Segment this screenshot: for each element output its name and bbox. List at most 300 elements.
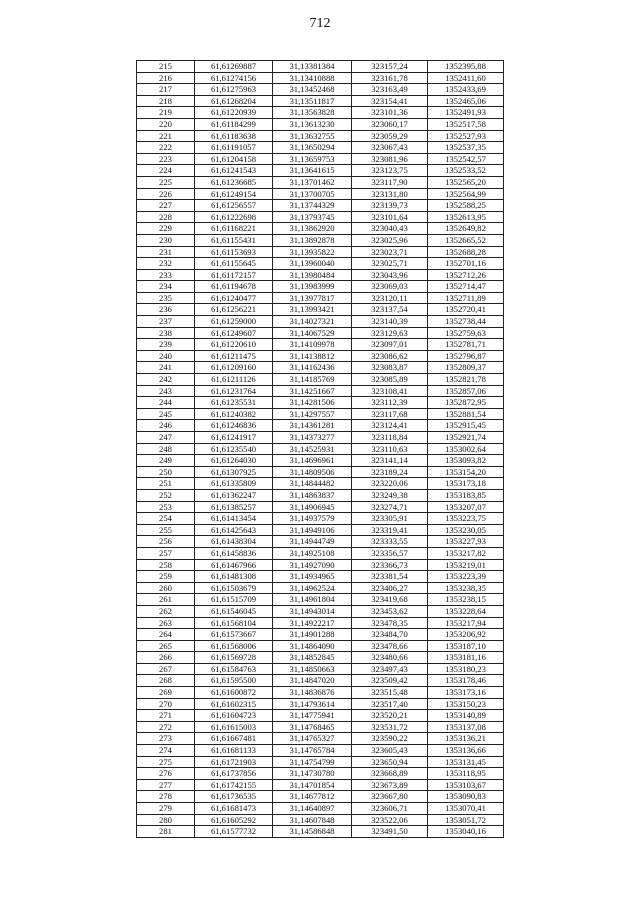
table-row <box>137 791 504 803</box>
x-coordinate-cell: 323157,24 <box>352 61 428 73</box>
y-coordinate-cell: 1353137,08 <box>428 721 504 733</box>
latitude-cell: 61,61600872 <box>195 687 273 699</box>
latitude-cell: 61,61425643 <box>195 524 273 536</box>
point-number-cell: 218 <box>137 95 195 107</box>
longitude-cell: 31,14754799 <box>273 756 352 768</box>
longitude-cell: 31,14906945 <box>273 501 352 513</box>
latitude-cell: 61,61307925 <box>195 466 273 478</box>
x-coordinate-cell: 323085,89 <box>352 374 428 386</box>
x-coordinate-cell: 323189,24 <box>352 466 428 478</box>
x-coordinate-cell: 323097,01 <box>352 339 428 351</box>
table-row <box>137 432 504 444</box>
x-coordinate-cell: 323478,66 <box>352 640 428 652</box>
latitude-cell: 61,61362247 <box>195 489 273 501</box>
x-coordinate-cell: 323139,73 <box>352 200 428 212</box>
table-row <box>137 107 504 119</box>
point-number-cell: 239 <box>137 339 195 351</box>
longitude-cell: 31,13641615 <box>273 165 352 177</box>
x-coordinate-cell: 323497,43 <box>352 663 428 675</box>
latitude-cell: 61,61737856 <box>195 768 273 780</box>
longitude-cell: 31,14109978 <box>273 339 352 351</box>
point-number-cell: 253 <box>137 501 195 513</box>
table-row <box>137 374 504 386</box>
point-number-cell: 266 <box>137 652 195 664</box>
longitude-cell: 31,14701854 <box>273 779 352 791</box>
y-coordinate-cell: 1353150,23 <box>428 698 504 710</box>
x-coordinate-cell: 323023,71 <box>352 246 428 258</box>
latitude-cell: 61,61172157 <box>195 269 273 281</box>
point-number-cell: 251 <box>137 478 195 490</box>
latitude-cell: 61,61184299 <box>195 118 273 130</box>
y-coordinate-cell: 1352759,63 <box>428 327 504 339</box>
longitude-cell: 31,14067529 <box>273 327 352 339</box>
y-coordinate-cell: 1352542,57 <box>428 153 504 165</box>
point-number-cell: 228 <box>137 211 195 223</box>
point-number-cell: 243 <box>137 385 195 397</box>
latitude-cell: 61,61191057 <box>195 142 273 154</box>
point-number-cell: 258 <box>137 559 195 571</box>
table-row <box>137 466 504 478</box>
point-number-cell: 277 <box>137 779 195 791</box>
table-row <box>137 640 504 652</box>
x-coordinate-cell: 323124,41 <box>352 420 428 432</box>
longitude-cell: 31,14138812 <box>273 350 352 362</box>
table-row <box>137 756 504 768</box>
point-number-cell: 260 <box>137 582 195 594</box>
table-row <box>137 559 504 571</box>
y-coordinate-cell: 1353187,10 <box>428 640 504 652</box>
point-number-cell: 252 <box>137 489 195 501</box>
latitude-cell: 61,61274156 <box>195 72 273 84</box>
table-row <box>137 61 504 73</box>
table-row <box>137 316 504 328</box>
x-coordinate-cell: 323274,71 <box>352 501 428 513</box>
y-coordinate-cell: 1352921,74 <box>428 432 504 444</box>
longitude-cell: 31,13659753 <box>273 153 352 165</box>
longitude-cell: 31,14927090 <box>273 559 352 571</box>
y-coordinate-cell: 1353103,67 <box>428 779 504 791</box>
latitude-cell: 61,61168221 <box>195 223 273 235</box>
latitude-cell: 61,61615003 <box>195 721 273 733</box>
y-coordinate-cell: 1353136,66 <box>428 745 504 757</box>
point-number-cell: 219 <box>137 107 195 119</box>
y-coordinate-cell: 1352711,89 <box>428 292 504 304</box>
table-row <box>137 513 504 525</box>
x-coordinate-cell: 323123,75 <box>352 165 428 177</box>
latitude-cell: 61,61256221 <box>195 304 273 316</box>
latitude-cell: 61,61569728 <box>195 652 273 664</box>
point-number-cell: 268 <box>137 675 195 687</box>
y-coordinate-cell: 1352915,45 <box>428 420 504 432</box>
table-row <box>137 72 504 84</box>
table-row <box>137 547 504 559</box>
y-coordinate-cell: 1353118,95 <box>428 768 504 780</box>
x-coordinate-cell: 323043,96 <box>352 269 428 281</box>
longitude-cell: 31,13410888 <box>273 72 352 84</box>
x-coordinate-cell: 323137,54 <box>352 304 428 316</box>
longitude-cell: 31,14765784 <box>273 745 352 757</box>
table-row <box>137 246 504 258</box>
table-row <box>137 687 504 699</box>
latitude-cell: 61,61275963 <box>195 84 273 96</box>
point-number-cell: 240 <box>137 350 195 362</box>
x-coordinate-cell: 323101,64 <box>352 211 428 223</box>
longitude-cell: 31,14730780 <box>273 768 352 780</box>
table-row <box>137 663 504 675</box>
table-row <box>137 675 504 687</box>
table-row <box>137 779 504 791</box>
y-coordinate-cell: 1352588,25 <box>428 200 504 212</box>
table-row <box>137 223 504 235</box>
table-row <box>137 211 504 223</box>
latitude-cell: 61,61155431 <box>195 234 273 246</box>
x-coordinate-cell: 323161,78 <box>352 72 428 84</box>
latitude-cell: 61,61605292 <box>195 814 273 826</box>
point-number-cell: 265 <box>137 640 195 652</box>
point-number-cell: 247 <box>137 432 195 444</box>
table-row <box>137 571 504 583</box>
y-coordinate-cell: 1352712,26 <box>428 269 504 281</box>
y-coordinate-cell: 1353228,64 <box>428 605 504 617</box>
point-number-cell: 280 <box>137 814 195 826</box>
point-number-cell: 262 <box>137 605 195 617</box>
table-row <box>137 176 504 188</box>
y-coordinate-cell: 1353230,05 <box>428 524 504 536</box>
point-number-cell: 250 <box>137 466 195 478</box>
latitude-cell: 61,61220939 <box>195 107 273 119</box>
latitude-cell: 61,61438304 <box>195 536 273 548</box>
y-coordinate-cell: 1353207,07 <box>428 501 504 513</box>
y-coordinate-cell: 1353238,35 <box>428 582 504 594</box>
y-coordinate-cell: 1352517,58 <box>428 118 504 130</box>
latitude-cell: 61,61515709 <box>195 594 273 606</box>
point-number-cell: 236 <box>137 304 195 316</box>
y-coordinate-cell: 1353002,64 <box>428 443 504 455</box>
x-coordinate-cell: 323118,84 <box>352 432 428 444</box>
point-number-cell: 279 <box>137 803 195 815</box>
table-row <box>137 385 504 397</box>
table-row <box>137 524 504 536</box>
x-coordinate-cell: 323120,11 <box>352 292 428 304</box>
x-coordinate-cell: 323480,66 <box>352 652 428 664</box>
x-coordinate-cell: 323101,36 <box>352 107 428 119</box>
point-number-cell: 274 <box>137 745 195 757</box>
y-coordinate-cell: 1352872,95 <box>428 397 504 409</box>
table-row <box>137 188 504 200</box>
y-coordinate-cell: 1352411,60 <box>428 72 504 84</box>
y-coordinate-cell: 1352433,69 <box>428 84 504 96</box>
x-coordinate-cell: 323319,41 <box>352 524 428 536</box>
x-coordinate-cell: 323025,96 <box>352 234 428 246</box>
longitude-cell: 31,14934965 <box>273 571 352 583</box>
x-coordinate-cell: 323025,71 <box>352 258 428 270</box>
longitude-cell: 31,14281506 <box>273 397 352 409</box>
table-row <box>137 443 504 455</box>
latitude-cell: 61,61335809 <box>195 478 273 490</box>
y-coordinate-cell: 1352738,44 <box>428 316 504 328</box>
latitude-cell: 61,61231764 <box>195 385 273 397</box>
latitude-cell: 61,61155645 <box>195 258 273 270</box>
x-coordinate-cell: 323117,68 <box>352 408 428 420</box>
y-coordinate-cell: 1353206,92 <box>428 629 504 641</box>
latitude-cell: 61,61721903 <box>195 756 273 768</box>
y-coordinate-cell: 1353136,21 <box>428 733 504 745</box>
y-coordinate-cell: 1352491,93 <box>428 107 504 119</box>
y-coordinate-cell: 1352857,06 <box>428 385 504 397</box>
latitude-cell: 61,61604723 <box>195 710 273 722</box>
latitude-cell: 61,61249154 <box>195 188 273 200</box>
point-number-cell: 223 <box>137 153 195 165</box>
table-row <box>137 698 504 710</box>
longitude-cell: 31,13862920 <box>273 223 352 235</box>
coordinates-table-body <box>137 61 504 838</box>
latitude-cell: 61,61467966 <box>195 559 273 571</box>
longitude-cell: 31,13960040 <box>273 258 352 270</box>
x-coordinate-cell: 323112,39 <box>352 397 428 409</box>
y-coordinate-cell: 1352395,88 <box>428 61 504 73</box>
latitude-cell: 61,61241543 <box>195 165 273 177</box>
table-row <box>137 165 504 177</box>
longitude-cell: 31,14809506 <box>273 466 352 478</box>
y-coordinate-cell: 1352881,54 <box>428 408 504 420</box>
table-row <box>137 258 504 270</box>
point-number-cell: 230 <box>137 234 195 246</box>
point-number-cell: 255 <box>137 524 195 536</box>
latitude-cell: 61,61240477 <box>195 292 273 304</box>
latitude-cell: 61,61481308 <box>195 571 273 583</box>
latitude-cell: 61,61573667 <box>195 629 273 641</box>
point-number-cell: 278 <box>137 791 195 803</box>
longitude-cell: 31,13381384 <box>273 61 352 73</box>
longitude-cell: 31,14361281 <box>273 420 352 432</box>
x-coordinate-cell: 323081,96 <box>352 153 428 165</box>
point-number-cell: 234 <box>137 281 195 293</box>
latitude-cell: 61,61413454 <box>195 513 273 525</box>
point-number-cell: 238 <box>137 327 195 339</box>
point-number-cell: 267 <box>137 663 195 675</box>
table-row <box>137 803 504 815</box>
latitude-cell: 61,61194678 <box>195 281 273 293</box>
longitude-cell: 31,14922217 <box>273 617 352 629</box>
latitude-cell: 61,61183638 <box>195 130 273 142</box>
table-row <box>137 489 504 501</box>
table-row <box>137 710 504 722</box>
x-coordinate-cell: 323517,40 <box>352 698 428 710</box>
y-coordinate-cell: 1352537,35 <box>428 142 504 154</box>
latitude-cell: 61,61667481 <box>195 733 273 745</box>
x-coordinate-cell: 323154,41 <box>352 95 428 107</box>
latitude-cell: 61,61503679 <box>195 582 273 594</box>
table-row <box>137 420 504 432</box>
x-coordinate-cell: 323366,73 <box>352 559 428 571</box>
point-number-cell: 235 <box>137 292 195 304</box>
longitude-cell: 31,14586848 <box>273 826 352 838</box>
point-number-cell: 263 <box>137 617 195 629</box>
longitude-cell: 31,13983999 <box>273 281 352 293</box>
table-row <box>137 721 504 733</box>
table-row <box>137 234 504 246</box>
longitude-cell: 31,14850663 <box>273 663 352 675</box>
longitude-cell: 31,14937579 <box>273 513 352 525</box>
point-number-cell: 264 <box>137 629 195 641</box>
longitude-cell: 31,14373277 <box>273 432 352 444</box>
x-coordinate-cell: 323140,39 <box>352 316 428 328</box>
longitude-cell: 31,14765327 <box>273 733 352 745</box>
longitude-cell: 31,14961804 <box>273 594 352 606</box>
table-row <box>137 362 504 374</box>
table-row <box>137 118 504 130</box>
longitude-cell: 31,14925108 <box>273 547 352 559</box>
point-number-cell: 242 <box>137 374 195 386</box>
table-row <box>137 617 504 629</box>
latitude-cell: 61,61249607 <box>195 327 273 339</box>
x-coordinate-cell: 323067,43 <box>352 142 428 154</box>
point-number-cell: 241 <box>137 362 195 374</box>
y-coordinate-cell: 1352796,87 <box>428 350 504 362</box>
latitude-cell: 61,61584763 <box>195 663 273 675</box>
point-number-cell: 261 <box>137 594 195 606</box>
y-coordinate-cell: 1353217,94 <box>428 617 504 629</box>
point-number-cell: 227 <box>137 200 195 212</box>
point-number-cell: 217 <box>137 84 195 96</box>
latitude-cell: 61,61546045 <box>195 605 273 617</box>
point-number-cell: 275 <box>137 756 195 768</box>
latitude-cell: 61,61577732 <box>195 826 273 838</box>
table-row <box>137 142 504 154</box>
y-coordinate-cell: 1352701,16 <box>428 258 504 270</box>
longitude-cell: 31,14949106 <box>273 524 352 536</box>
table-row <box>137 339 504 351</box>
longitude-cell: 31,14852845 <box>273 652 352 664</box>
latitude-cell: 61,61736535 <box>195 791 273 803</box>
table-row <box>137 768 504 780</box>
x-coordinate-cell: 323141,14 <box>352 455 428 467</box>
y-coordinate-cell: 1352821,78 <box>428 374 504 386</box>
longitude-cell: 31,14775941 <box>273 710 352 722</box>
x-coordinate-cell: 323220,06 <box>352 478 428 490</box>
point-number-cell: 257 <box>137 547 195 559</box>
table-row <box>137 292 504 304</box>
y-coordinate-cell: 1353178,46 <box>428 675 504 687</box>
y-coordinate-cell: 1352665,52 <box>428 234 504 246</box>
table-row <box>137 605 504 617</box>
latitude-cell: 61,61259000 <box>195 316 273 328</box>
y-coordinate-cell: 1353227,93 <box>428 536 504 548</box>
point-number-cell: 221 <box>137 130 195 142</box>
point-number-cell: 281 <box>137 826 195 838</box>
longitude-cell: 31,14863837 <box>273 489 352 501</box>
table-row <box>137 536 504 548</box>
latitude-cell: 61,61742155 <box>195 779 273 791</box>
y-coordinate-cell: 1353173,18 <box>428 478 504 490</box>
table-row <box>137 501 504 513</box>
longitude-cell: 31,13650294 <box>273 142 352 154</box>
longitude-cell: 31,14525931 <box>273 443 352 455</box>
longitude-cell: 31,14944749 <box>273 536 352 548</box>
y-coordinate-cell: 1352533,52 <box>428 165 504 177</box>
point-number-cell: 237 <box>137 316 195 328</box>
longitude-cell: 31,13511817 <box>273 95 352 107</box>
longitude-cell: 31,13892878 <box>273 234 352 246</box>
x-coordinate-cell: 323522,06 <box>352 814 428 826</box>
table-row <box>137 582 504 594</box>
x-coordinate-cell: 323086,62 <box>352 350 428 362</box>
longitude-cell: 31,14847020 <box>273 675 352 687</box>
latitude-cell: 61,61568104 <box>195 617 273 629</box>
y-coordinate-cell: 1352688,28 <box>428 246 504 258</box>
x-coordinate-cell: 323305,91 <box>352 513 428 525</box>
longitude-cell: 31,14297557 <box>273 408 352 420</box>
y-coordinate-cell: 1353070,41 <box>428 803 504 815</box>
longitude-cell: 31,13452468 <box>273 84 352 96</box>
table-row <box>137 95 504 107</box>
table-row <box>137 153 504 165</box>
point-number-cell: 222 <box>137 142 195 154</box>
latitude-cell: 61,61458836 <box>195 547 273 559</box>
y-coordinate-cell: 1352809,37 <box>428 362 504 374</box>
x-coordinate-cell: 323381,54 <box>352 571 428 583</box>
y-coordinate-cell: 1352527,93 <box>428 130 504 142</box>
latitude-cell: 61,61241917 <box>195 432 273 444</box>
longitude-cell: 31,14027321 <box>273 316 352 328</box>
latitude-cell: 61,61153693 <box>195 246 273 258</box>
point-number-cell: 220 <box>137 118 195 130</box>
latitude-cell: 61,61256557 <box>195 200 273 212</box>
point-number-cell: 231 <box>137 246 195 258</box>
longitude-cell: 31,14677812 <box>273 791 352 803</box>
y-coordinate-cell: 1353090,83 <box>428 791 504 803</box>
table-row <box>137 327 504 339</box>
table-row <box>137 455 504 467</box>
table-row <box>137 281 504 293</box>
y-coordinate-cell: 1353154,20 <box>428 466 504 478</box>
point-number-cell: 215 <box>137 61 195 73</box>
latitude-cell: 61,61240382 <box>195 408 273 420</box>
longitude-cell: 31,14943014 <box>273 605 352 617</box>
longitude-cell: 31,14768465 <box>273 721 352 733</box>
point-number-cell: 229 <box>137 223 195 235</box>
longitude-cell: 31,13563828 <box>273 107 352 119</box>
point-number-cell: 216 <box>137 72 195 84</box>
longitude-cell: 31,13993421 <box>273 304 352 316</box>
table-row <box>137 826 504 838</box>
x-coordinate-cell: 323509,42 <box>352 675 428 687</box>
point-number-cell: 271 <box>137 710 195 722</box>
latitude-cell: 61,61211475 <box>195 350 273 362</box>
latitude-cell: 61,61681473 <box>195 803 273 815</box>
x-coordinate-cell: 323040,43 <box>352 223 428 235</box>
x-coordinate-cell: 323531,72 <box>352 721 428 733</box>
table-row <box>137 814 504 826</box>
y-coordinate-cell: 1352564,99 <box>428 188 504 200</box>
longitude-cell: 31,13977817 <box>273 292 352 304</box>
table-row <box>137 397 504 409</box>
point-number-cell: 232 <box>137 258 195 270</box>
x-coordinate-cell: 323605,43 <box>352 745 428 757</box>
x-coordinate-cell: 323667,80 <box>352 791 428 803</box>
x-coordinate-cell: 323059,29 <box>352 130 428 142</box>
table-row <box>137 629 504 641</box>
point-number-cell: 254 <box>137 513 195 525</box>
x-coordinate-cell: 323333,55 <box>352 536 428 548</box>
table-row <box>137 350 504 362</box>
longitude-cell: 31,14901288 <box>273 629 352 641</box>
table-row <box>137 200 504 212</box>
latitude-cell: 61,61211126 <box>195 374 273 386</box>
point-number-cell: 244 <box>137 397 195 409</box>
table-row <box>137 745 504 757</box>
x-coordinate-cell: 323590,22 <box>352 733 428 745</box>
